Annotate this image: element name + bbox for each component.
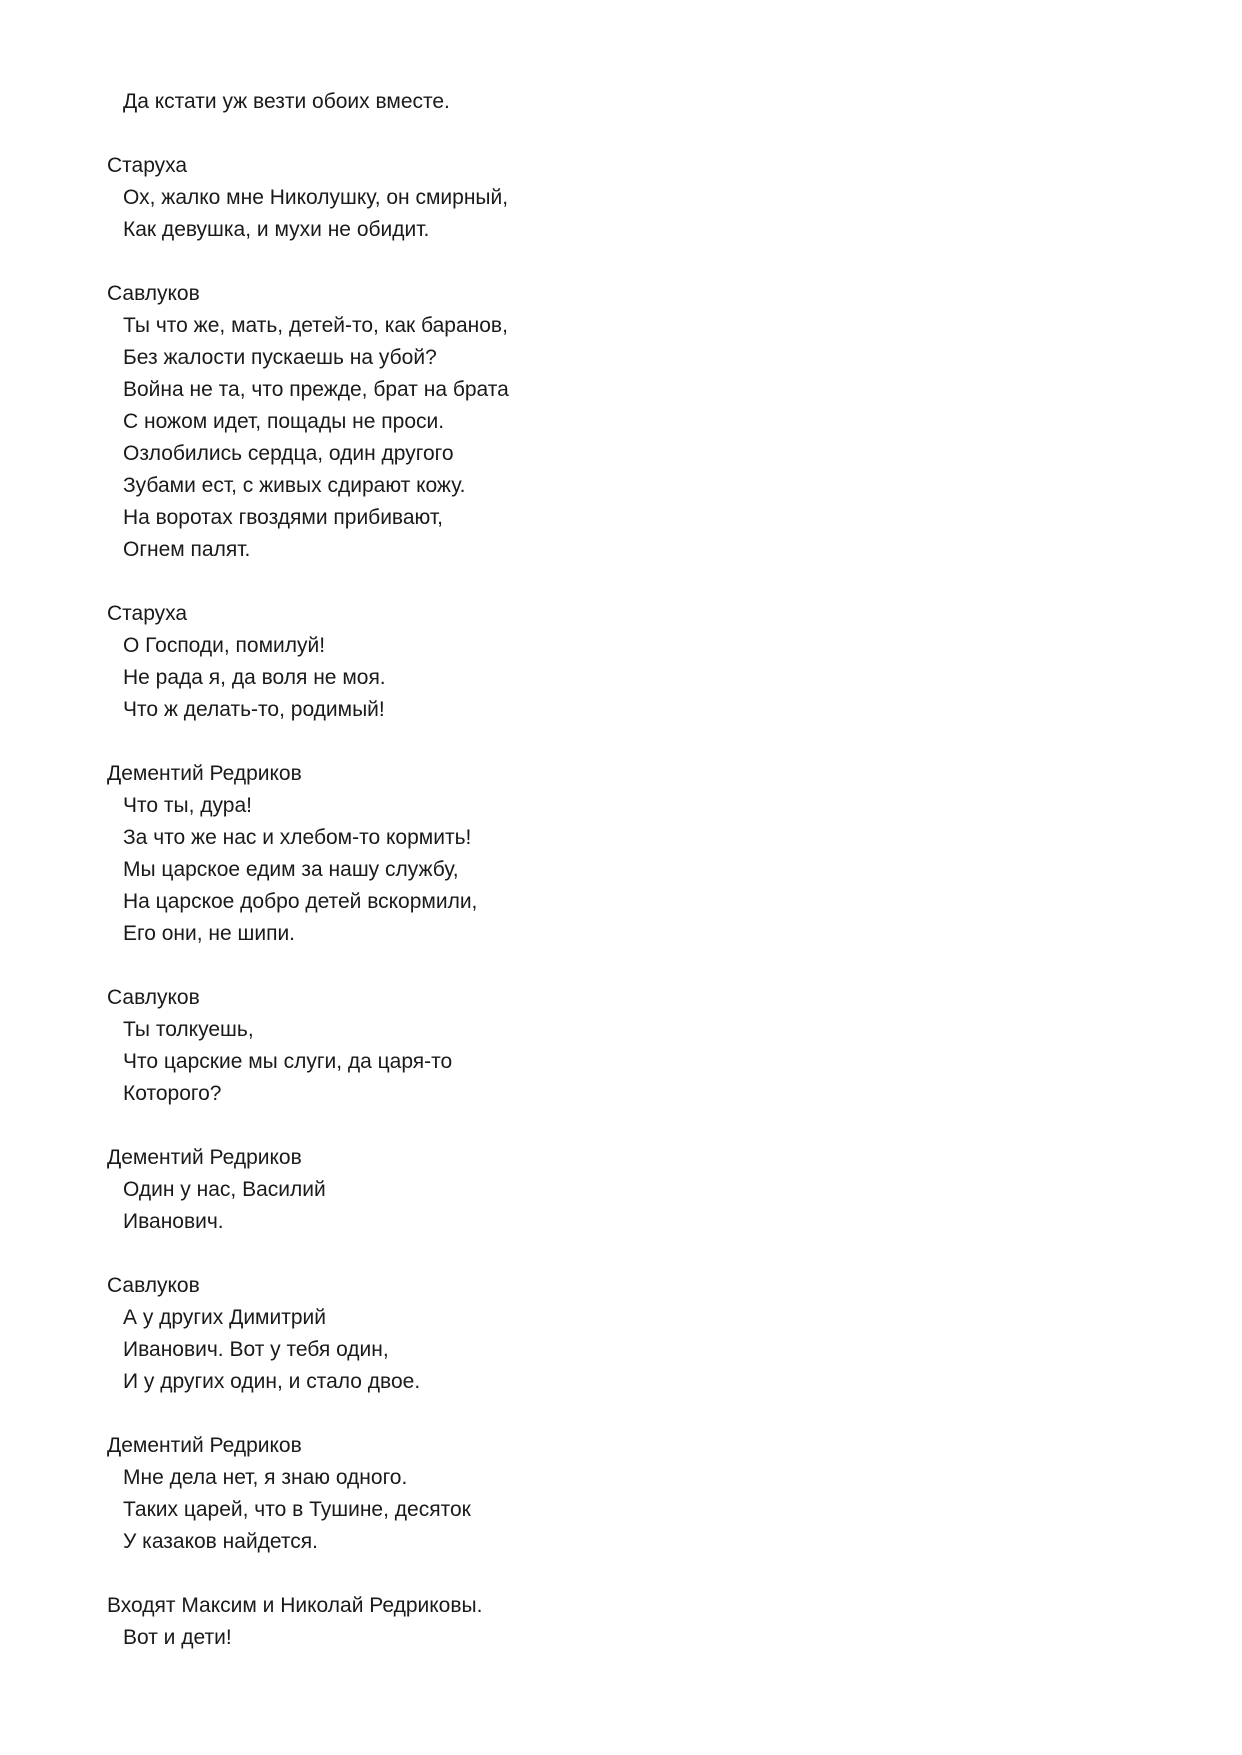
dialogue-block — [107, 1430, 1107, 1558]
speaker-name: Савлуков — [107, 986, 200, 1009]
dialogue-line: Мы царское едим за нашу службу, — [123, 858, 459, 881]
speaker-name: Дементий Редриков — [107, 762, 302, 785]
dialogue-line: Иванович. — [123, 1210, 224, 1233]
dialogue-line: Что ты, дура! — [123, 794, 252, 817]
dialogue-line: Таких царей, что в Тушине, десяток — [123, 1498, 471, 1521]
dialogue-block — [107, 982, 1107, 1110]
dialogue-line: Ты толкуешь, — [123, 1018, 254, 1041]
dialogue-block — [107, 1590, 1107, 1654]
dialogue-line: Вот и дети! — [123, 1626, 232, 1649]
dialogue-line: На царское добро детей вскормили, — [123, 890, 478, 913]
dialogue-line: Как девушка, и мухи не обидит. — [123, 218, 430, 241]
play-text — [107, 86, 1107, 1654]
dialogue-line: Озлобились сердца, один другого — [123, 442, 454, 465]
dialogue-block — [107, 598, 1107, 726]
dialogue-line: Что ж делать-то, родимый! — [123, 698, 385, 721]
speaker-name: Дементий Редриков — [107, 1434, 302, 1457]
stage-direction: Входят Максим и Николай Редриковы. — [107, 1594, 483, 1617]
dialogue-line: Без жалости пускаешь на убой? — [123, 346, 437, 369]
dialogue-line: Да кстати уж везти обоих вместе. — [123, 90, 450, 113]
dialogue-line: На воротах гвоздями прибивают, — [123, 506, 443, 529]
dialogue-line: Не рада я, да воля не моя. — [123, 666, 386, 689]
dialogue-line: Один у нас, Василий — [123, 1178, 326, 1201]
dialogue-line: Война не та, что прежде, брат на брата — [123, 378, 509, 401]
dialogue-block — [107, 278, 1107, 566]
speaker-name: Старуха — [107, 154, 188, 177]
dialogue-line: У казаков найдется. — [123, 1530, 318, 1553]
speaker-name: Старуха — [107, 602, 188, 625]
dialogue-block — [107, 1270, 1107, 1398]
dialogue-line: Что царские мы слуги, да царя-то — [123, 1050, 453, 1073]
dialogue-line: Мне дела нет, я знаю одного. — [123, 1466, 408, 1489]
dialogue-line: Иванович. Вот у тебя один, — [123, 1338, 389, 1361]
dialogue-line: Ох, жалко мне Николушку, он смирный, — [123, 186, 509, 209]
dialogue-line: Его они, не шипи. — [123, 922, 296, 945]
dialogue-line: Огнем палят. — [123, 538, 251, 561]
dialogue-line: А у других Димитрий — [123, 1306, 326, 1329]
dialogue-line: Ты что же, мать, детей-то, как баранов, — [123, 314, 508, 337]
dialogue-block — [107, 150, 1107, 246]
dialogue-line: И у других один, и стало двое. — [123, 1370, 421, 1393]
dialogue-block — [107, 758, 1107, 950]
speaker-name: Савлуков — [107, 282, 200, 305]
dialogue-line: Зубами ест, с живых сдирают кожу. — [123, 474, 466, 497]
dialogue-block — [107, 1142, 1107, 1238]
dialogue-line: С ножом идет, пощады не проси. — [123, 410, 445, 433]
speaker-name: Савлуков — [107, 1274, 200, 1297]
dialogue-line: За что же нас и хлебом-то кормить! — [123, 826, 472, 849]
dialogue-line: О Господи, помилуй! — [123, 634, 326, 657]
speaker-name: Дементий Редриков — [107, 1146, 302, 1169]
dialogue-line: Которого? — [123, 1082, 222, 1105]
